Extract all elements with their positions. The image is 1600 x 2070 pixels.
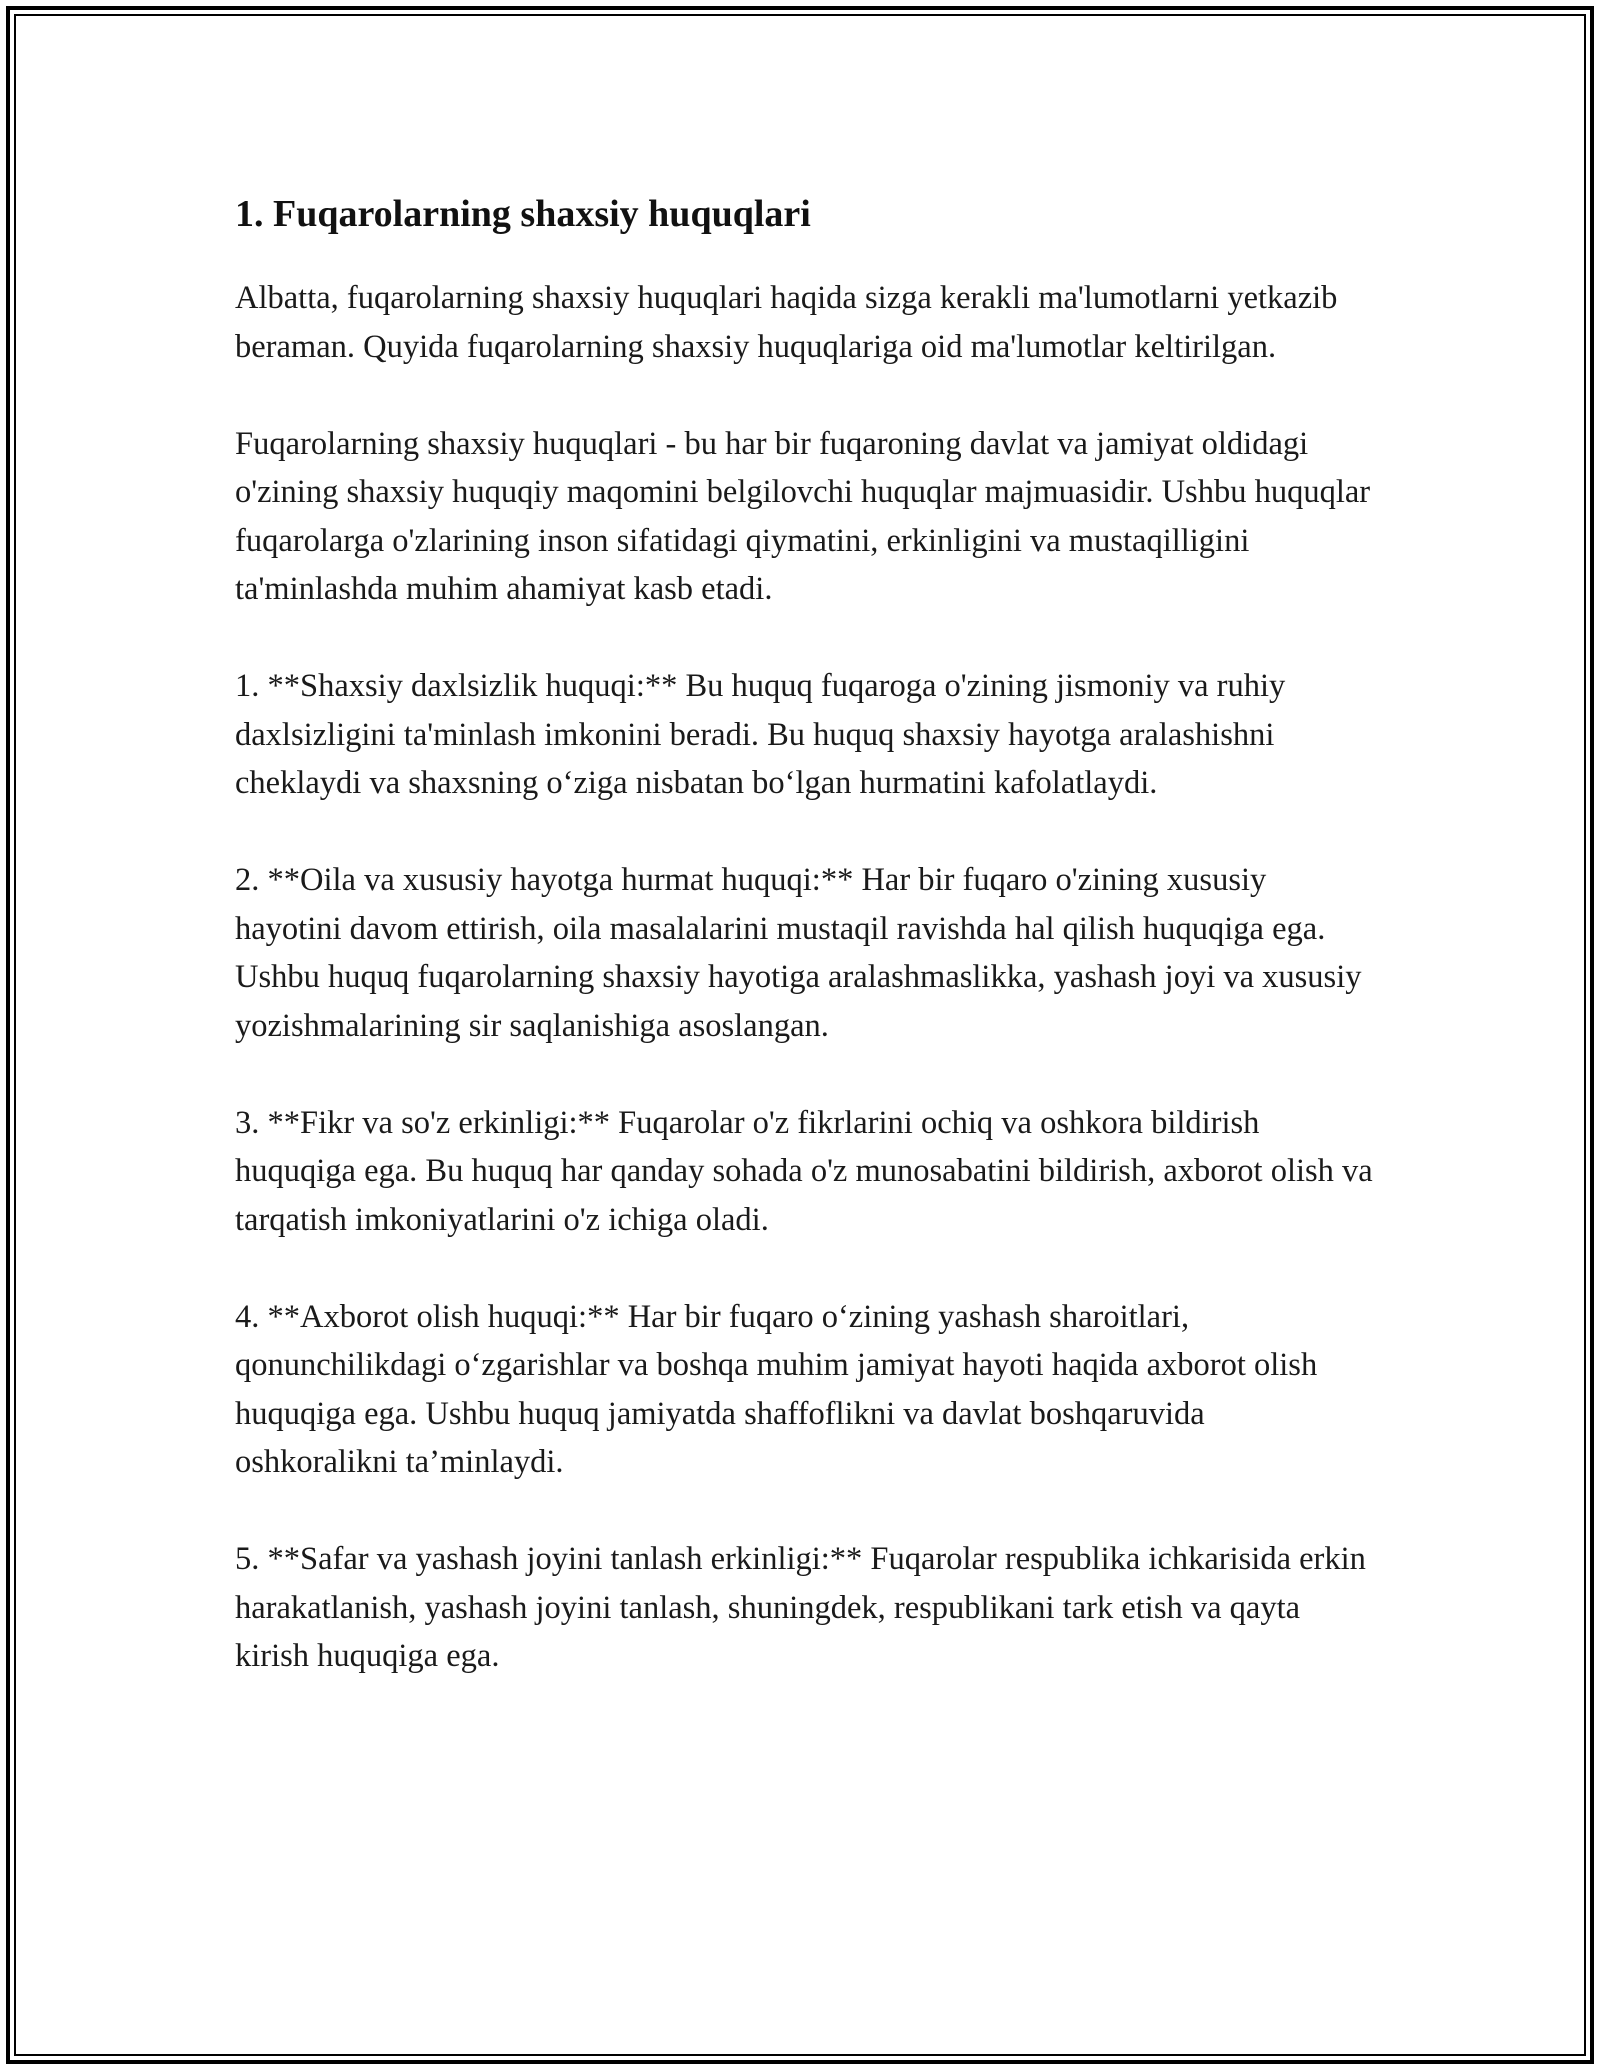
document-title: 1. Fuqarolarning shaxsiy huquqlari xyxy=(235,193,811,235)
paragraph-intro: Albatta, fuqarolarning shaxsiy huquqlari haqida sizga kerakli ma'lumotlarni yetkazib beraman. Quyida fuqarolarning shaxsiy huquqlariga oid ma'lumotlar keltirilgan. xyxy=(235,280,1338,365)
paragraph-item-1: 1. **Shaxsiy daxlsizlik huquqi:** Bu huquq fuqaroga o'zining jismoniy va ruhiy daxlsizligini ta'minlash imkonini beradi. Bu huquq shaxsiy hayotga aralashishni cheklaydi va shaxsning o‘ziga nisbatan bo‘lgan hurmatini kafolatlaydi. xyxy=(235,668,1286,801)
paragraph-definition: Fuqarolarning shaxsiy huquqlari - bu har bir fuqaroning davlat va jamiyat oldidagi o'zining shaxsiy huquqiy maqomini belgilovchi huquqlar majmuasidir. Ushbu huquqlar fuqarolarga o'zlarining inson sifatidagi qiymatini, erkinligini va mustaqilligini ta'minlashda muhim ahamiyat kasb etadi. xyxy=(235,425,1371,607)
paragraph-item-2: 2. **Oila va xususiy hayotga hurmat huquqi:** Har bir fuqaro o'zining xususiy hayotini davom ettirish, oila masalalarini mustaqil ravishda hal qilish huquqiga ega. Ushbu huquq fuqarolarning shaxsiy hayotiga aralashmaslikka, yashash joyi va xususiy yozishmalarining sir saqlanishiga asoslangan. xyxy=(235,862,1362,1044)
paragraph-item-5: 5. **Safar va yashash joyini tanlash erkinligi:** Fuqarolar respublika ichkarisida erkin harakatlanish, yashash joyini tanlash, shuningdek, respublikani tark etish va qayta kirish huquqiga ega. xyxy=(235,1541,1366,1674)
document-body xyxy=(235,180,1375,1729)
paragraph-item-4: 4. **Axborot olish huquqi:** Har bir fuqaro o‘zining yashash sharoitlari, qonunchilikdagi o‘zgarishlar va boshqa muhim jamiyat hayoti haqida axborot olish huquqiga ega. Ushbu huquq jamiyatda shaffoflikni va davlat boshqaruvida oshkoralikni ta’minlaydi. xyxy=(235,1298,1318,1480)
paragraph-item-3: 3. **Fikr va so'z erkinligi:** Fuqarolar o'z fikrlarini ochiq va oshkora bildirish huquqiga ega. Bu huquq har qanday sohada o'z munosabatini bildirish, axborot olish va tarqatish imkoniyatlarini o'z ichiga oladi. xyxy=(235,1104,1373,1238)
